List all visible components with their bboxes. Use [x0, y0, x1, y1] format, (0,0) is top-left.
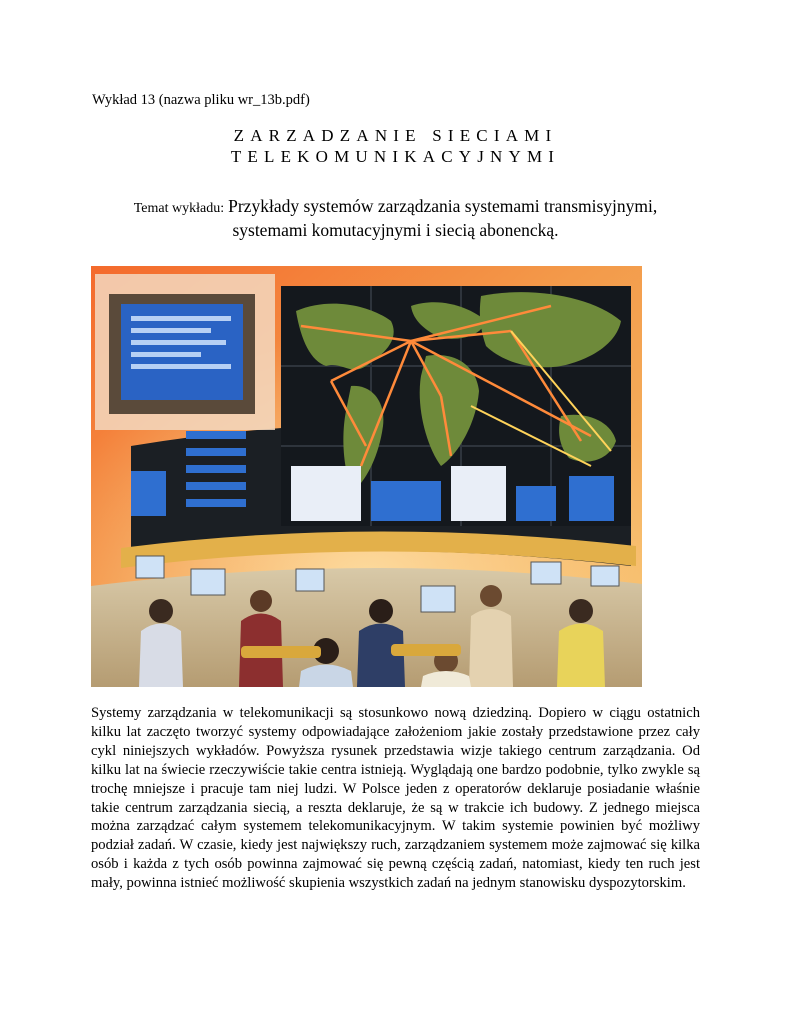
topic-label: Temat wykładu: — [133, 201, 225, 216]
topic-line-2: systemami komutacyjnymi i siecią abonencką. — [232, 220, 559, 240]
topic-value: Przykłady systemów zarządzania systemami transmisyjnymi, — [228, 196, 658, 216]
network-control-center-illustration — [91, 266, 642, 687]
body-paragraph: Systemy zarządzania w telekomunikacji są stosunkowo nową dziedziną. Dopiero w ciągu ostatnich kilku lat zaczęto tworzyć systemy odpowiadające założeniom jakie zostały przedstawione przez cały cykl niniejszych wykładów. Powyższa rysunek przedstawia wizje takiego centrum zarządzania. Od kilku lat na świecie rzeczywiście takie centra istnieją. Wyglądają one bardzo podobnie, tylko zwykle są trochę mniejsze i pracuje tam niej ludzi. W Polsce jeden z operatorów deklaruje posiadanie właśnie takie centrum zarządzania siecią, a reszta deklaruje, że są w trakcie ich budowy. Z jednego miejsca można zarządzać całym systemem telekomunikacyjnym. W takim systemie powinien być możliwy podział zadań. W czasie, kiedy jest największy ruch, zarządzaniem systemem może zajmować się kilka osób i każda z tych osób powinna zajmować się pewną częścią zadań, natomiast, kiedy ten ruch jest mały, powinna istnieć możliwość skupienia wszystkich zadań na jednym stanowisku dyspozytorskim. — [91, 705, 700, 892]
lecture-header: Wykład 13 (nazwa pliku wr_13b.pdf) — [92, 92, 310, 108]
document-title-line-2: TELEKOMUNIKACYJNYMI — [230, 147, 561, 166]
topic-line-1 — [0, 196, 791, 217]
document-title-line-1: ZARZADZANIE SIECIAMI — [233, 126, 558, 145]
